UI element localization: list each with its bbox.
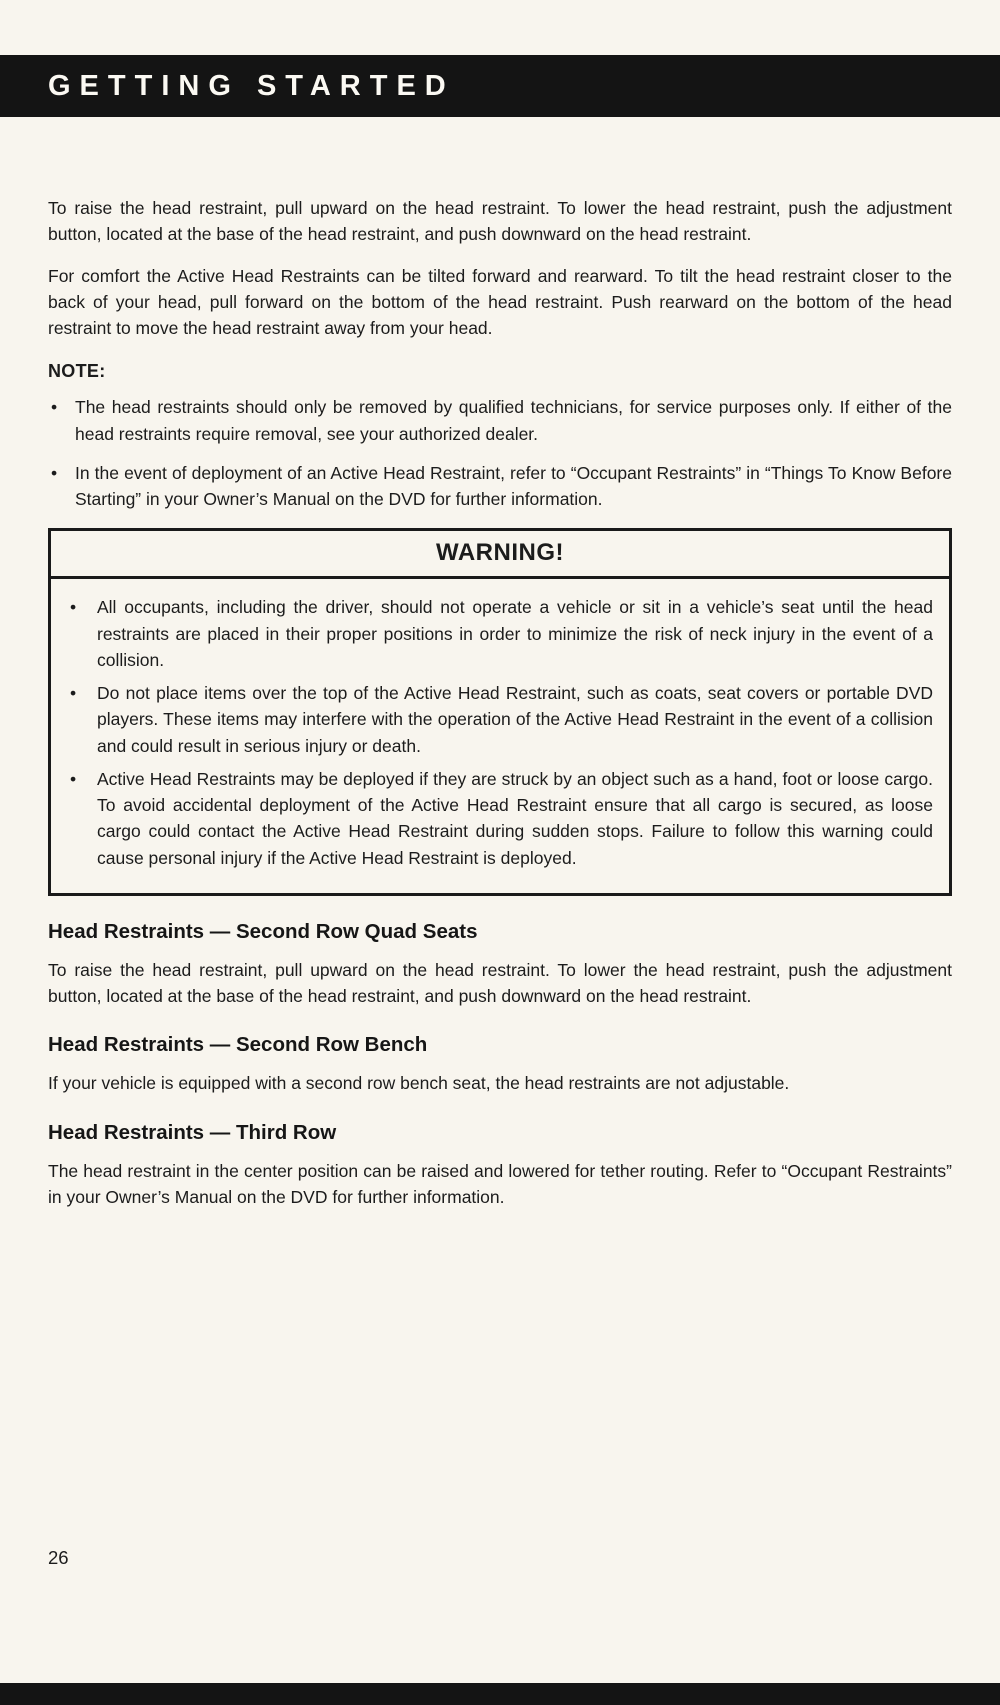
- section-body: If your vehicle is equipped with a second row bench seat, the head restraints are not adjustable.: [48, 1073, 790, 1094]
- warning-box: [48, 528, 952, 896]
- note-bullet: • In the event of deployment of an Active Head Restraint, refer to “Occupant Restraints” in “Things To Know Before Starting” in your Owner’s Manual on the DVD for further information.: [48, 460, 952, 513]
- note-bullet: • The head restraints should only be removed by qualified technicians, for service purposes only. If either of the head restraints require removal, see your authorized dealer.: [48, 394, 952, 447]
- section-heading-second-row-bench: Head Restraints — Second Row Bench: [48, 1033, 428, 1057]
- warning-bullet: • All occupants, including the driver, should not operate a vehicle or sit in a vehicle’s seat until the head restraints are placed in their proper positions in order to minimize the risk of neck injury in the event of a collision.: [66, 594, 933, 673]
- intro-paragraph-1: To raise the head restraint, pull upward on the head restraint. To lower the head restraint, push the adjustment button, located at the base of the head restraint, and push downward on the head restraint.: [48, 198, 952, 245]
- section-body: To raise the head restraint, pull upward on the head restraint. To lower the head restraint, push the adjustment button, located at the base of the head restraint, and push downward on the head restraint.: [48, 959, 952, 1006]
- warning-bullet: • Do not place items over the top of the Active Head Restraint, such as coats, seat covers or portable DVD players. These items may interfere with the operation of the Active Head Restraint in the event of a collision and could result in serious injury or death.: [66, 680, 933, 759]
- note-label: NOTE:: [48, 361, 106, 382]
- section-body: The head restraint in the center position can be raised and lowered for tether routing. Refer to “Occupant Restraints” in your Owner’s Manual on the DVD for further information.: [48, 1160, 952, 1207]
- note-bullet-list: [48, 394, 952, 512]
- section-heading-third-row: Head Restraints — Third Row: [48, 1120, 337, 1144]
- warning-bullet: • Active Head Restraints may be deployed if they are struck by an object such as a hand, foot or loose cargo. To avoid accidental deployment of the Active Head Restraint ensure that all cargo is secured, as loose cargo could contact the Active Head Restraint during sudden stops. Failure to follow this warning could cause personal injury if the Active Head Restraint is deployed.: [66, 766, 933, 871]
- chapter-header-band: [0, 55, 1000, 117]
- warning-title: WARNING!: [51, 531, 949, 579]
- warning-bullet-list: [66, 594, 933, 871]
- footer-band: [0, 1683, 1000, 1705]
- intro-paragraph-2: For comfort the Active Head Restraints can be tilted forward and rearward. To tilt the head restraint closer to the back of your head, pull forward on the bottom of the head restraint. Push rearward on the bottom of the head restraint to move the head restraint away from your head.: [48, 265, 952, 338]
- page-number: 26: [48, 1547, 69, 1568]
- section-heading-second-row-quad-seats: Head Restraints — Second Row Quad Seats: [48, 919, 478, 943]
- chapter-title: GETTING STARTED: [48, 69, 455, 102]
- warning-body: [51, 579, 949, 893]
- page-content: [0, 117, 1000, 1210]
